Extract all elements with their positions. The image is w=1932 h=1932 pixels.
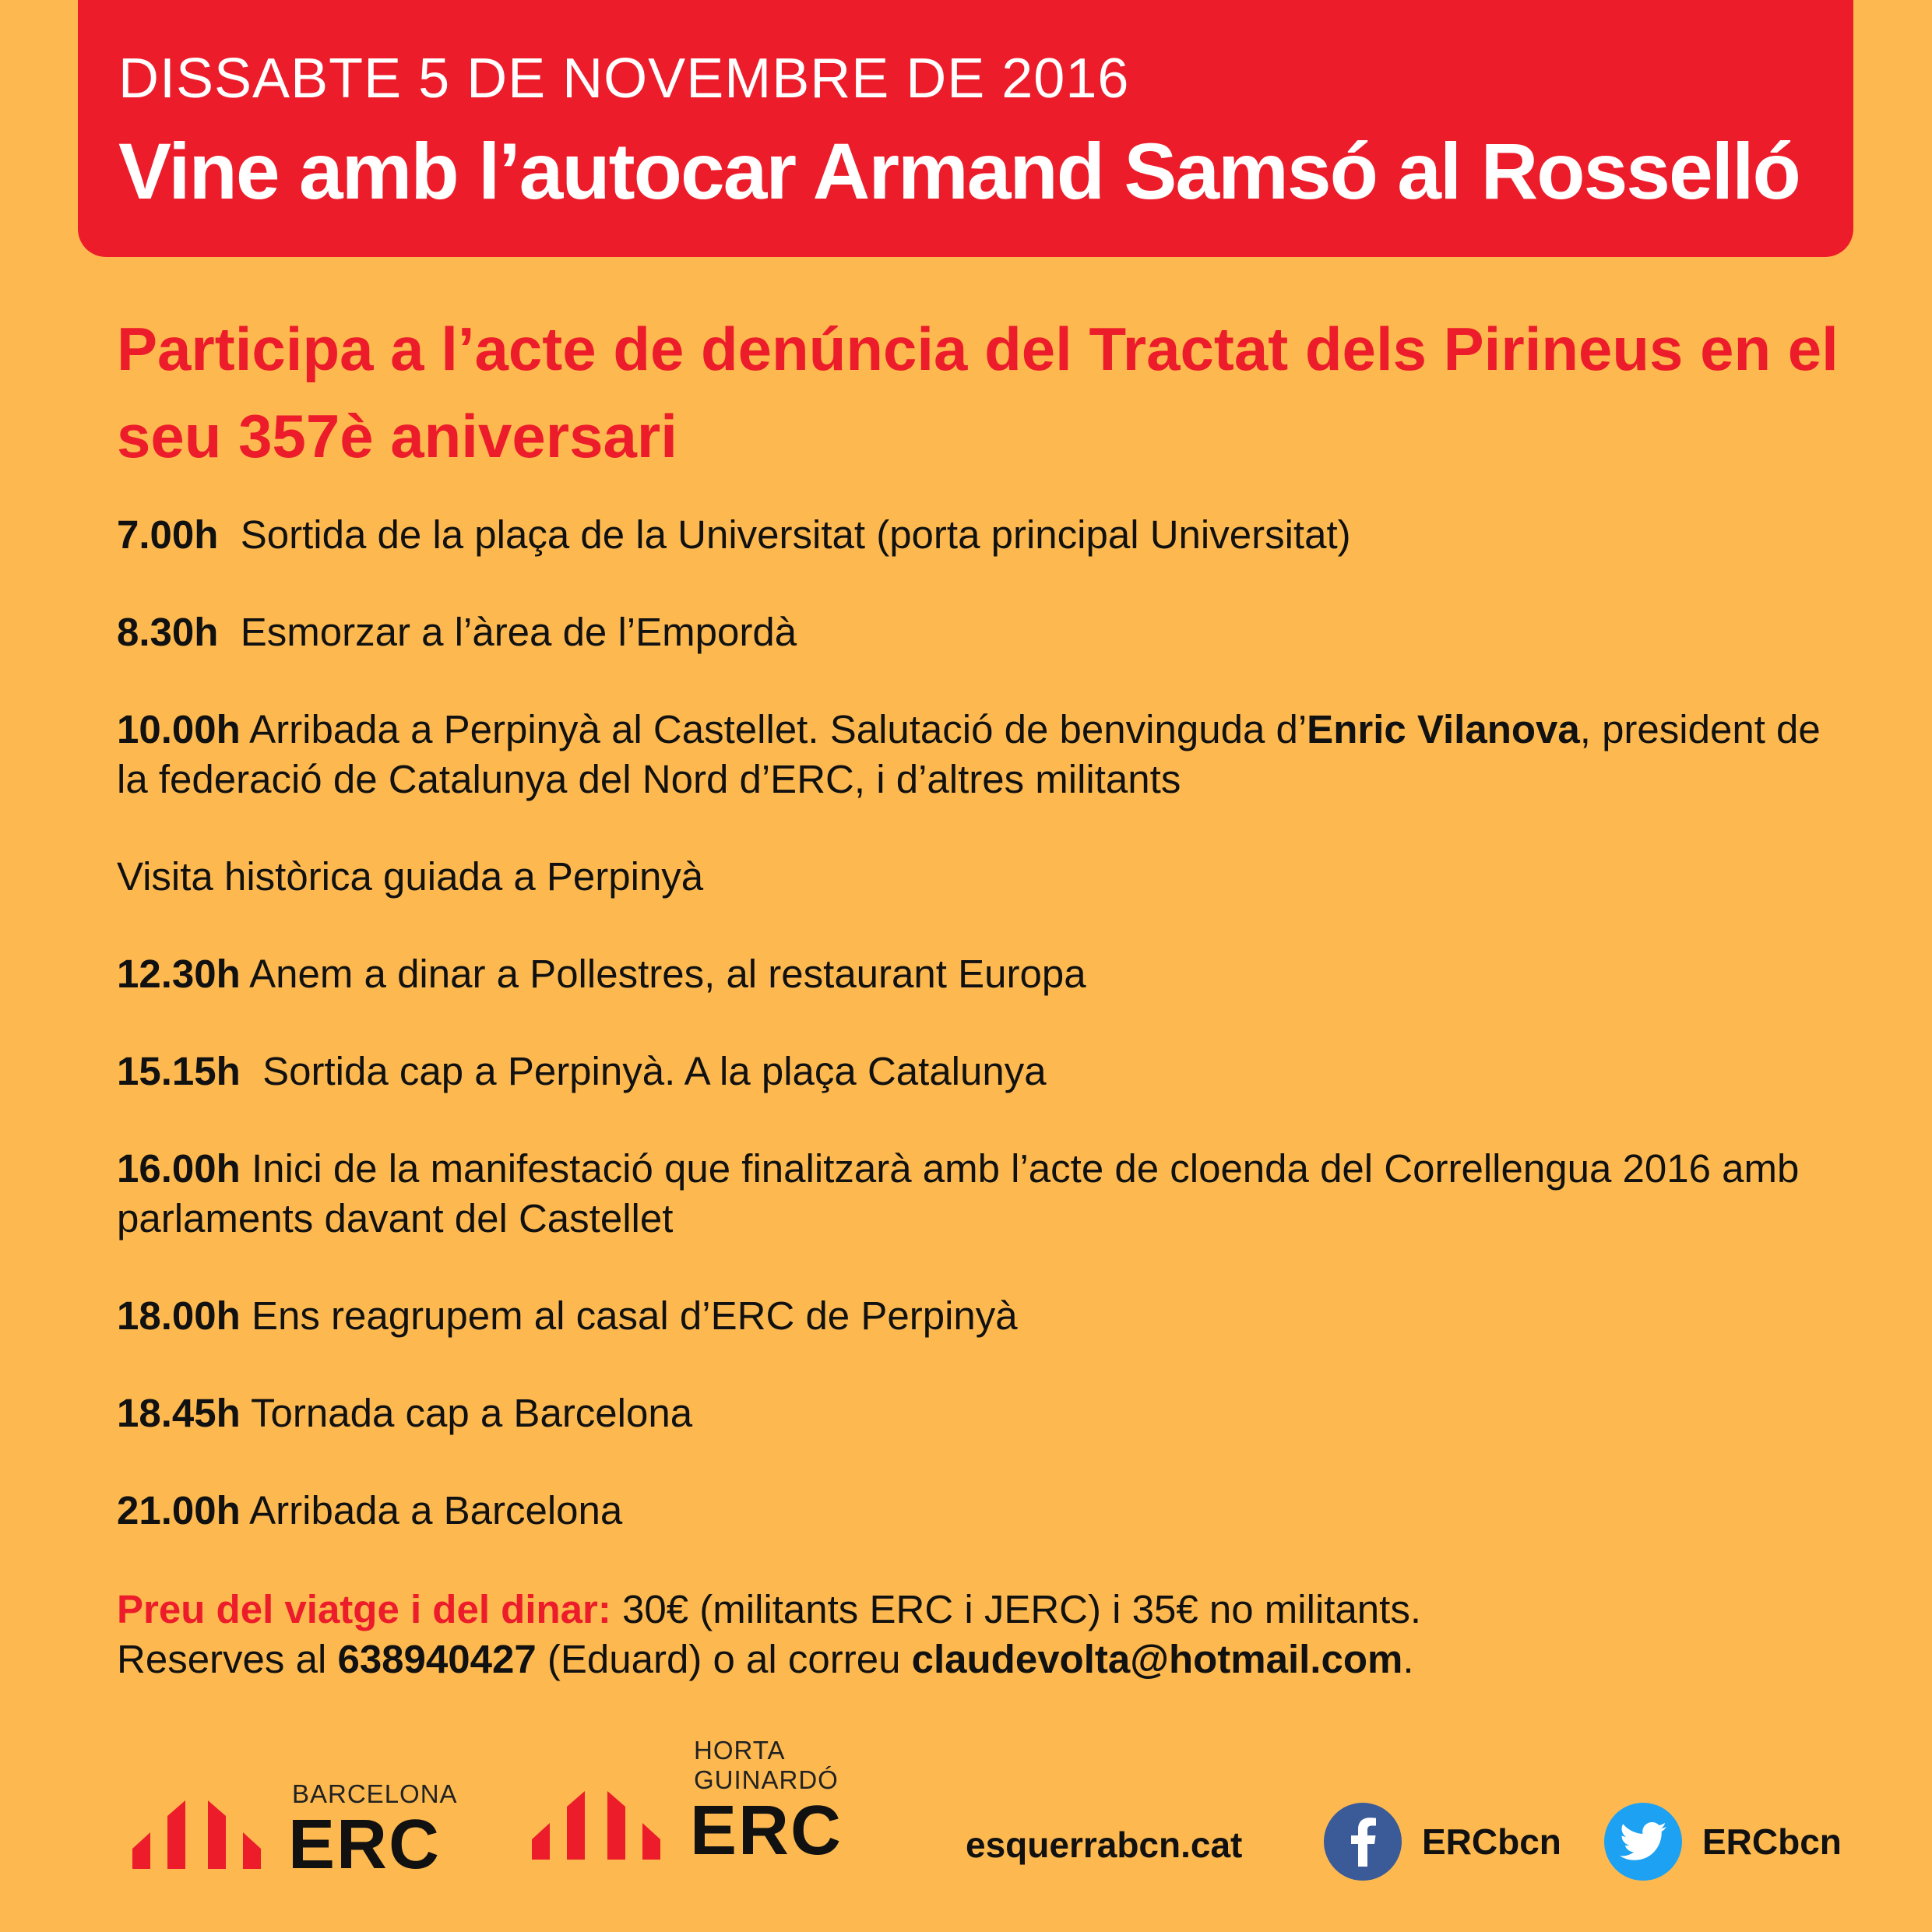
schedule-text: Esmorzar a l’àrea de l’Empordà bbox=[240, 610, 797, 654]
schedule-time: 15.15h bbox=[117, 1049, 241, 1093]
schedule-time: 18.00h bbox=[117, 1293, 241, 1338]
reserve-prefix: Reserves al bbox=[117, 1637, 338, 1681]
erc-bars-icon bbox=[132, 1797, 261, 1869]
schedule-text: Ens reagrupem al casal d’ERC de Perpinyà bbox=[251, 1293, 1018, 1338]
twitter-icon bbox=[1604, 1803, 1682, 1881]
price-label: Preu del viatge i del dinar: bbox=[117, 1587, 611, 1631]
erc-horta-guinardo-logo[interactable] bbox=[532, 1713, 859, 1932]
website-link[interactable]: esquerrabcn.cat bbox=[966, 1825, 1243, 1865]
schedule-time: 18.45h bbox=[117, 1391, 241, 1435]
erc-bars-icon bbox=[532, 1788, 660, 1860]
facebook-icon bbox=[1324, 1803, 1402, 1881]
facebook-link[interactable] bbox=[1324, 1803, 1561, 1881]
schedule-text: Inici de la manifestació que finalitzarà amb l’acte de cloenda del Correllengua 2016 amb parlaments davant del Castellet bbox=[117, 1146, 1800, 1240]
logo-erc-text: ERC bbox=[690, 1792, 843, 1870]
price-line bbox=[117, 1585, 1861, 1635]
schedule-text: Visita històrica guiada a Perpinyà bbox=[117, 854, 704, 899]
twitter-link[interactable] bbox=[1604, 1803, 1842, 1881]
facebook-handle: ERCbcn bbox=[1422, 1821, 1561, 1862]
speaker-name: Enric Vilanova bbox=[1307, 707, 1580, 751]
logo-location-2: GUINARDÓ bbox=[694, 1765, 839, 1794]
schedule-text: Anem a dinar a Pollestres, al restaurant Europa bbox=[249, 952, 1086, 996]
schedule-item bbox=[117, 1144, 1861, 1244]
schedule-time: 12.30h bbox=[117, 952, 241, 996]
schedule-text: Sortida cap a Perpinyà. A la plaça Catalunya bbox=[262, 1049, 1047, 1093]
schedule-item bbox=[117, 1486, 1861, 1536]
schedule-item bbox=[117, 1291, 1861, 1341]
schedule-text-cont: , president de la federació de Catalunya del Nord d’ERC, i d’altres militants bbox=[117, 707, 1821, 801]
subtitle: Participa a l’acte de denúncia del Tractat dels Pirineus en el seu 357è aniversari bbox=[117, 315, 1839, 470]
header-banner bbox=[78, 0, 1853, 257]
logo-erc-text: ERC bbox=[288, 1806, 442, 1884]
schedule-text: Tornada cap a Barcelona bbox=[251, 1391, 693, 1435]
reservation-line bbox=[117, 1635, 1861, 1684]
logo-location: BARCELONA bbox=[292, 1779, 458, 1808]
phone-number[interactable]: 638940427 bbox=[337, 1637, 537, 1681]
schedule-time: 7.00h bbox=[117, 512, 219, 557]
email-link[interactable]: claudevolta@hotmail.com bbox=[911, 1637, 1403, 1681]
page-title: Vine amb l’autocar Armand Samsó al Rosselló bbox=[118, 127, 1800, 216]
schedule-time: 10.00h bbox=[117, 707, 241, 751]
schedule-item bbox=[117, 949, 1861, 999]
reserve-end: . bbox=[1402, 1637, 1414, 1681]
schedule-item bbox=[117, 1388, 1861, 1438]
schedule-item bbox=[117, 705, 1861, 804]
schedule-time: 16.00h bbox=[117, 1146, 241, 1191]
schedule-text: Sortida de la plaça de la Universitat (porta principal Universitat) bbox=[240, 512, 1351, 557]
schedule-item bbox=[117, 607, 1861, 657]
schedule-text: Arribada a Perpinyà al Castellet. Salutació de benvinguda d’ bbox=[249, 707, 1307, 751]
logo-location-1: HORTA bbox=[694, 1736, 786, 1765]
schedule-item bbox=[117, 1047, 1861, 1096]
event-date: DISSABTE 5 DE NOVEMBRE DE 2016 bbox=[118, 48, 1130, 110]
erc-barcelona-logo[interactable] bbox=[132, 1713, 459, 1932]
schedule-list bbox=[117, 510, 1861, 1583]
twitter-handle: ERCbcn bbox=[1702, 1821, 1842, 1862]
price-text: 30€ (militants ERC i JERC) i 35€ no militants. bbox=[611, 1587, 1422, 1631]
footer bbox=[0, 1713, 1932, 1932]
schedule-item bbox=[117, 852, 1861, 902]
schedule-time: 8.30h bbox=[117, 610, 219, 654]
schedule-text: Arribada a Barcelona bbox=[249, 1488, 623, 1533]
price-info bbox=[117, 1585, 1861, 1684]
schedule-time: 21.00h bbox=[117, 1488, 241, 1533]
reserve-mid: (Eduard) o al correu bbox=[536, 1637, 912, 1681]
schedule-item bbox=[117, 510, 1861, 560]
